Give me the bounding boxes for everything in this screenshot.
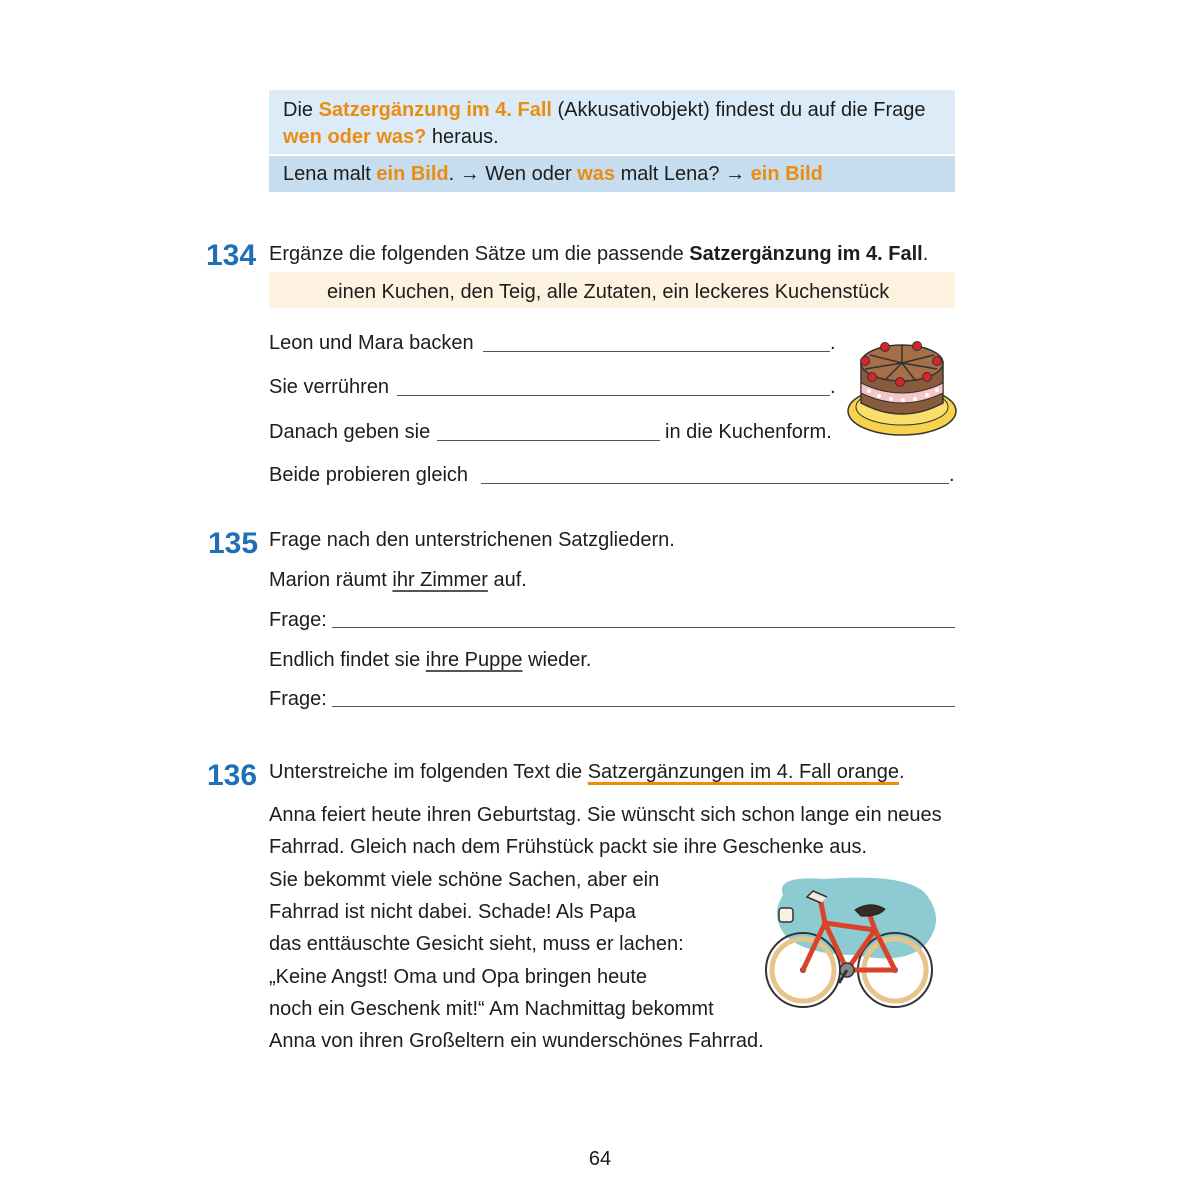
answer-blank-2[interactable] <box>397 395 830 396</box>
rule-text: (Akkusativobjekt) findest du auf die Frage <box>551 99 926 121</box>
instruction-bold: Satzergänzung im 4. Fall <box>689 243 923 265</box>
example-text: . → Wen oder <box>448 163 578 185</box>
answer-blank-4[interactable] <box>481 483 949 484</box>
frage-label-1: Frage: <box>269 609 327 631</box>
task-number-135: 135 <box>208 527 259 560</box>
task-136-instruction <box>269 760 905 784</box>
frage-label-2: Frage: <box>269 688 327 710</box>
task-134-instruction <box>269 242 928 266</box>
story-line: das enttäuschte Gesicht sieht, muss er lachen: <box>269 933 684 955</box>
story-line: noch ein Geschenk mit!“ Am Nachmittag bekommt <box>269 998 714 1020</box>
answer-blank-1[interactable] <box>483 351 830 352</box>
story-line: Anna von ihren Großeltern ein wunderschönes Fahrrad. <box>269 1030 764 1052</box>
underlined-phrase: ihr Zimmer <box>392 569 488 591</box>
example-text: Lena malt <box>283 163 377 185</box>
sentence-3-start: Danach geben sie <box>269 421 431 443</box>
task-135-sentence-2 <box>269 648 591 672</box>
example-highlight: ein Bild <box>376 163 449 185</box>
instruction-text: Unterstreiche im folgenden Text die <box>269 761 588 783</box>
cake-illustration <box>845 333 960 441</box>
example-text: malt Lena? → <box>615 163 751 185</box>
question-blank-2[interactable] <box>332 706 955 707</box>
sentence-end: . <box>830 376 836 398</box>
instruction-text: Ergänze die folgenden Sätze um die passende <box>269 243 690 265</box>
rule-question: wen oder was? <box>283 126 427 148</box>
sentence-text: Marion räumt <box>269 569 393 591</box>
rule-line-2 <box>283 125 499 149</box>
rule-highlight: Satzergänzung im 4. Fall <box>318 99 552 121</box>
story-line: „Keine Angst! Oma und Opa bringen heute <box>269 966 648 988</box>
instruction-underlined: Satzergänzungen im 4. Fall orange <box>587 761 900 783</box>
sentence-4: Beide probieren gleich <box>269 464 469 486</box>
task-number-134: 134 <box>206 239 257 272</box>
word-bank: einen Kuchen, den Teig, alle Zutaten, ein leckeres Kuchenstück <box>327 281 890 303</box>
rule-example <box>283 162 823 186</box>
rule-line-1 <box>283 98 926 122</box>
task-135-instruction: Frage nach den unterstrichenen Satzgliedern. <box>269 529 675 551</box>
task-135-sentence-1 <box>269 568 527 592</box>
sentence-end: . <box>949 464 955 486</box>
sentence-end: . <box>830 332 836 354</box>
page-number: 64 <box>588 1148 612 1170</box>
question-blank-1[interactable] <box>332 627 955 628</box>
answer-blank-3[interactable] <box>437 440 660 441</box>
sentence-3-end: in die Kuchenform. <box>665 421 832 443</box>
bicycle-illustration <box>755 875 945 1015</box>
sentence-text: Endlich findet sie <box>269 649 426 671</box>
task-number-136: 136 <box>207 759 258 792</box>
instruction-text: . <box>922 243 929 265</box>
sentence-text: auf. <box>487 569 527 591</box>
sentence-1: Leon und Mara backen <box>269 332 474 354</box>
rule-text: heraus. <box>426 126 499 148</box>
sentence-text: wieder. <box>522 649 592 671</box>
instruction-text: . <box>899 761 905 783</box>
story-line: Fahrrad ist nicht dabei. Schade! Als Papa <box>269 901 636 923</box>
story-line: Sie bekommt viele schöne Sachen, aber ein <box>269 869 660 891</box>
underlined-phrase: ihre Puppe <box>425 649 523 671</box>
sentence-2: Sie verrühren <box>269 376 390 398</box>
example-highlight: was <box>577 163 616 185</box>
story-line: Fahrrad. Gleich nach dem Frühstück packt sie ihre Geschenke aus. <box>269 836 868 858</box>
example-highlight: ein Bild <box>750 163 823 185</box>
story-line: Anna feiert heute ihren Geburtstag. Sie wünscht sich schon lange ein neues <box>269 804 942 826</box>
rule-text: Die <box>283 99 319 121</box>
